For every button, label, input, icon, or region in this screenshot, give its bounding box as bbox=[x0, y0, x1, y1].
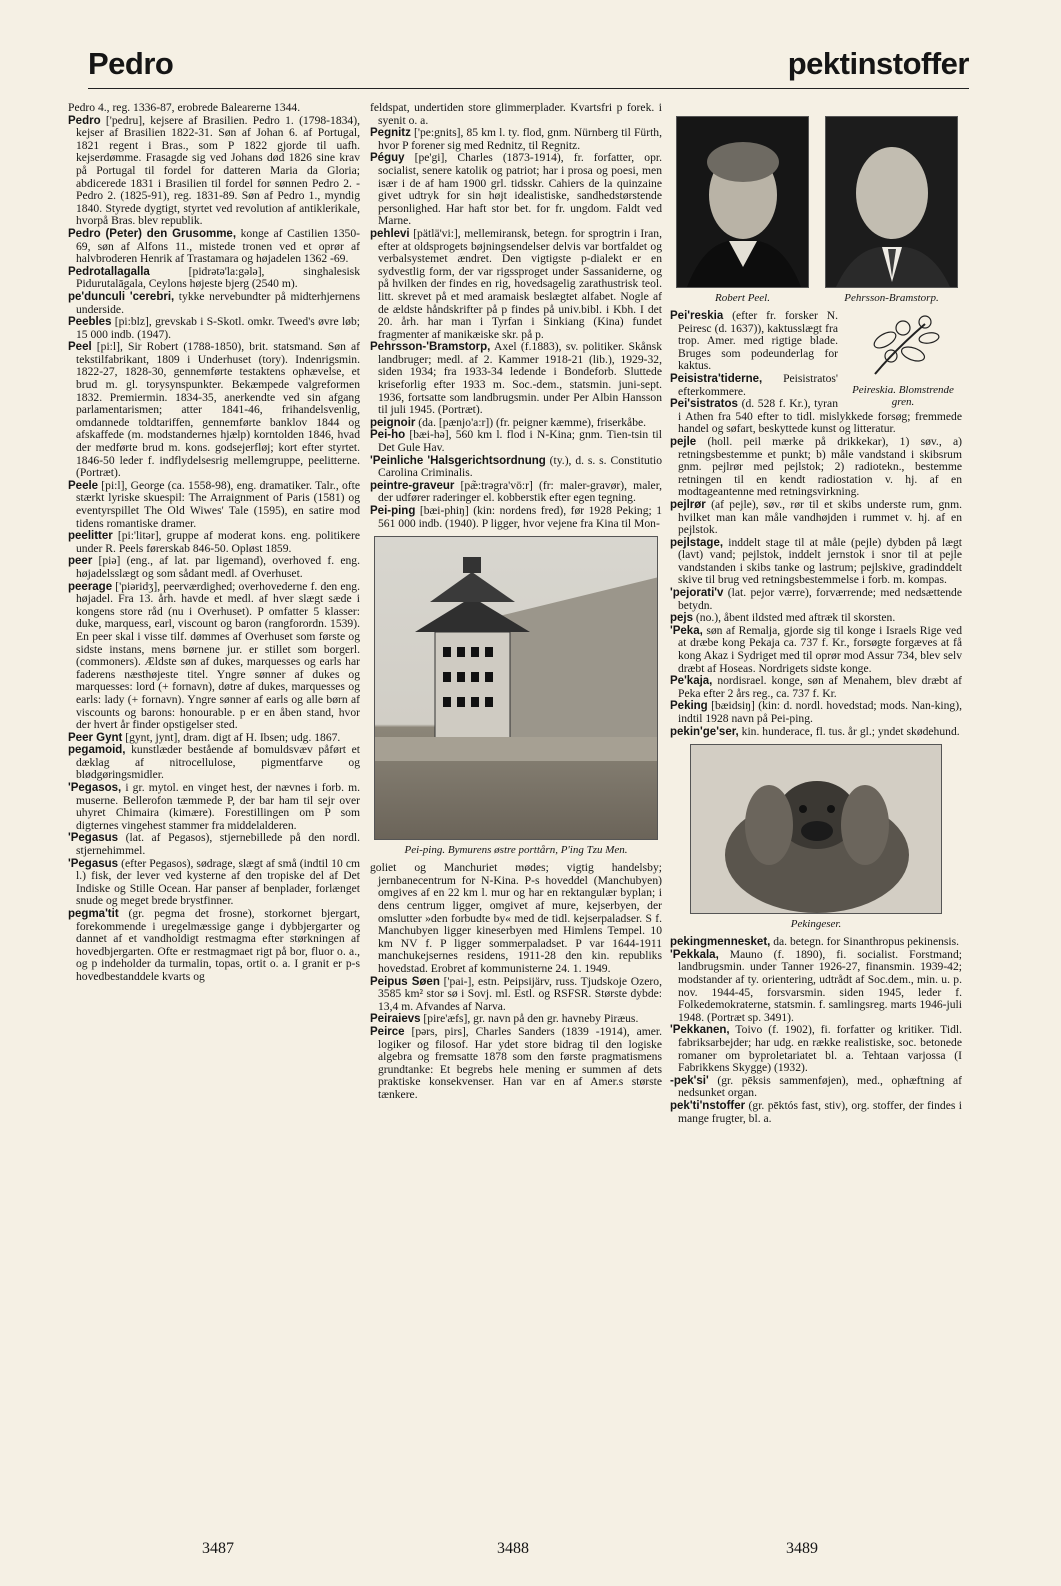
entry-headword: peerage bbox=[68, 580, 113, 593]
entry-text: ['pedru], kejsere af Brasilien. Pedro 1. (1798-1834), kejser af Brasilien 1822-31. Søn af Johan 6. af Portugal, 1821 regent i Bras., som P 1822 gjorde til uafh. kejserdømme. Frasagde sig ved Johans død 1826 sine krav på Portugal til fordel for datteren Maria da Gloria; abdicerede 1831 i Brasilien til fordel for sønnen Pedro 2. - Pedro 2. (1825-91), reg. 1831-89. Søn af Pedro 1., myndig 1840. Styrede dygtigt, styrtet ved revolution af antiklerikale, hvorpå Bras. blev republik. bbox=[76, 113, 360, 228]
dictionary-entry bbox=[68, 341, 360, 480]
entry-text: inddelt stage til at måle (pejle) dybden på lægt (lavt) vand; pejlstok, inddelt jernstok i snor til at pejle vandstanden i skibs tanke og lastrum; pejlskive, gradinddelt skive til brug ved retningsbestemmelse i forb. m. kompas. bbox=[678, 535, 962, 587]
peiping-gate-figure bbox=[370, 536, 662, 856]
dictionary-entry bbox=[370, 455, 662, 480]
entry-text: [pərs, pirs], Charles Sanders (1839 -1914), amer. logiker og filosof. Har ydet store bidrag til den logiske algebra og fremsatte 1878 som den første pragmatismens grundtanke: Et begrebs hele mening er summen af dets praktiske konsekvenser. Han var en af Amer.s største tænkere. bbox=[378, 1024, 662, 1101]
running-head-right: pektinstoffer bbox=[787, 46, 969, 81]
dictionary-entry bbox=[370, 102, 662, 127]
portrait-row bbox=[676, 116, 958, 304]
entry-headword: pek'ti'nstoffer bbox=[670, 1099, 746, 1112]
entry-text: [pi:l], Sir Robert (1788-1850), brit. statsmand. Søn af tekstilfabrikant, 1809 i Underhuset (tory). Indenrigsmin. 1822-27, 1828-30, gennemførte testaktens ophævelse, et brud m. gl. torysynspunkter. Bekæmpede valgreformen 1832. Premiermin. 1834-35, anerkendte ved sin afgang parlamentarismen; atter 1841-46, frihandelsvenlig, omdannede toldtariffen, gennemførte banklov 1844 og afskaffede (m. modstandernes hjælp) korntolden 1846, hvad der medførte brud m. kons. godsejerfløj; kort efter styrtet. 1846-50 leder f. indflydelsesrig mellemgruppe, peelitterne. (Portræt). bbox=[76, 340, 360, 480]
entry-text: Axel (f.1883), sv. politiker. Skånsk landbruger; medl. af 2. Kammer 1918-21 (lib.), 1929-32, siden 1934; fra 1933-34 ledende i Bondeforb. Sluttede kriseforlig efter 1933 m. Soc.-dem., statsmin. juni-sept. 1936, fortsatte som landbrugsmin. under Per Albin Hansson til juli 1945. (Portræt). bbox=[378, 340, 662, 417]
column-3 bbox=[670, 102, 962, 1125]
entry-text: [bæi-hə], 560 km l. flod i N-Kina; gnm. Tien-tsin til Det Gule Hav. bbox=[378, 428, 662, 455]
dictionary-entry bbox=[68, 858, 360, 908]
entry-text: da. betegn. for Sinanthropus pekinensis. bbox=[770, 935, 960, 949]
entry-headword: Peipus Søen bbox=[370, 975, 440, 988]
dictionary-entry bbox=[670, 700, 962, 725]
entry-headword: 'Pekkala, bbox=[670, 948, 719, 961]
entry-headword: Pei'reskia bbox=[670, 310, 724, 322]
column-2-entries-top bbox=[370, 102, 662, 530]
dictionary-entry bbox=[670, 625, 962, 675]
entry-text: goliet og Manchuriet mødes; vigtig handelsby; jernbanecentrum for N-Kina. P-s hoveddel (Manchubyen) omgives af en 22 km l. mur og har en rektangulær byplan; i dens centrum ligger, omgivet af mure, kejserbyen, der omslutter »den forbudte by« med de tidl. kejserpaladser. S f. Manchubyen ligger kineserbyen med Himlens Tempel. 10 km NV f. P ligger sommerpaladset. P var 1644-1911 manchukejsernes residens, 1911-28 den kin. republiks hovedstad. Erobret af kommunisterne 24. 1. 1949. bbox=[370, 861, 662, 975]
entry-text: [pi:blz], grevskab i S-Skotl. omkr. Tweed's øvre løb; 15 000 indb. (1947). bbox=[76, 315, 360, 341]
peiping-caption: Pei-ping. Bymurens østre porttårn, P'ing Tzu Men. bbox=[404, 844, 628, 857]
page-number-2: 3488 bbox=[497, 1540, 529, 1557]
entry-text: (efter Pegasos), sødrage, slægt af små (indtil 10 cm l.) fisk, der lever ved kysterne af den tropiske del af Det Indiske og Stille Ocean. Har panser af benplader, forlænget snude og meget brede brystfinner. bbox=[76, 856, 360, 908]
dictionary-entry bbox=[370, 341, 662, 417]
entry-headword: pehlevi bbox=[370, 227, 410, 240]
dictionary-entry bbox=[670, 726, 962, 739]
entry-text: [pire'æfs], gr. navn på den gr. havneby Piræus. bbox=[420, 1012, 639, 1026]
page-number-3: 3489 bbox=[786, 1540, 818, 1557]
pehrsson-photo bbox=[825, 116, 958, 288]
entry-headword: peintre-graveur bbox=[370, 479, 455, 492]
entry-text: [bæi-phiŋ] (kin: nordens fred), før 1928 Peking; 1 561 000 indb. (1940). P ligger, hvor vejene fra Kina til Mon- bbox=[378, 504, 662, 530]
entry-headword: 'Pegasus bbox=[68, 857, 119, 870]
entry-text: [pidrətə'la:gələ], singhalesisk Pidurutalāgala, Ceylons højeste bjerg (2540 m). bbox=[76, 264, 360, 291]
column-3-entries-bottom bbox=[670, 936, 962, 1125]
dictionary-entry bbox=[370, 480, 662, 505]
entry-text: Mauno (f. 1890), fi. socialist. Forstmand; landbrugsmin. under Tanner 1926-27, finansmin. 1939-42; modstander af ty. orientering, udtrådt af Soc.dem., min. u. p. nov. 1944-45, forsvarsmin. siden 1945, leder f. Folkedemokraterne, statsmin. f. samlingsreg. marts 1946-juli 1948. (Portræt sp. 3491). bbox=[678, 947, 962, 1024]
entry-text: nordisrael. konge, søn af Menahem, blev dræbt af Peka efter 2 års reg., ca. 737 f. Kr. bbox=[678, 674, 962, 700]
column-2 bbox=[370, 102, 662, 1101]
dictionary-entry bbox=[370, 862, 662, 975]
peireskia-drawing bbox=[855, 310, 951, 380]
entry-text: [gynt, jynt], dram. digt af H. Ibsen; udg. 1867. bbox=[122, 730, 341, 744]
entry-headword: pegma'tit bbox=[68, 908, 119, 920]
entry-headword: Peer Gynt bbox=[68, 731, 123, 744]
page-number-1: 3487 bbox=[202, 1540, 234, 1557]
column-2-entries-bottom bbox=[370, 862, 662, 1101]
column-1 bbox=[68, 102, 360, 984]
dictionary-entry bbox=[670, 499, 962, 537]
entry-headword: Peel bbox=[68, 341, 92, 354]
dictionary-entry bbox=[68, 480, 360, 530]
dictionary-entry bbox=[68, 555, 360, 580]
entry-text: feldspat, undertiden store glimmerplader. Kvartsfri p forek. i syenit o. a. bbox=[370, 101, 662, 127]
entry-text: kin. hunderace, fl. tus. år gl.; yndet skødehund. bbox=[738, 724, 960, 738]
entry-text: (af pejle), søv., rør til et skibs underste rum, gnm. hvilket man kan måle vandhøjden i rummet v. hj. af en pejlstok. bbox=[678, 497, 962, 537]
entry-headword: Pegnitz bbox=[370, 127, 411, 140]
entry-text: (d. 528 f. Kr.), tyran i Athen fra 540 efter to tidl. mislykkede forsøg; fremmede handel og søfart, beskyttede kunst og litteratur. bbox=[678, 397, 962, 436]
entry-text: [pe'gi], Charles (1873-1914), fr. forfatter, opr. socialist, senere katolik og patriot; har i prosa og poesi, men især i de af ham 1900 grl. tidsskr. Cahiers de la quinzaine givet udtryk for sin højt idealistiske, sandhedstørstende personlighed. Har haft stor bet. for fr. ungdom. Faldt ved Marne. bbox=[378, 151, 662, 228]
entry-headword: Pei-ping bbox=[370, 505, 416, 517]
entry-text: (ty.), d. s. s. Constitutio Carolina Criminalis. bbox=[378, 453, 662, 480]
entry-headword: 'Peinliche 'Halsgerichtsordnung bbox=[370, 454, 546, 467]
dictionary-entry bbox=[370, 1026, 662, 1102]
entry-text: (holl. peil mærke på drikkekar), 1) søv., a) retningsbestemme et punkt; b) måle vandstand i skibsrum gnm. pejlrør med pejlstok; 2) radiotekn., bestemme retningen til en kendt radiostation v. hj. af en modtageantenne med retningsvirkning. bbox=[678, 434, 962, 499]
entry-text: (lat. af Pegasos), stjernebillede på den nordl. stjernehimmel. bbox=[76, 831, 360, 858]
entry-headword: pegamoid, bbox=[68, 744, 126, 757]
entry-headword: -pek'si' bbox=[670, 1074, 709, 1087]
dictionary-entry bbox=[68, 291, 360, 316]
entry-text: Toivo (f. 1902), fi. forfatter og kritiker. Tidl. fabriksarbejder; har udg. en række realistiske, soc. betonede romaner om byproletariatet bl. a. Tehtaan varjossa (I Fabrikkens Skygge) (1932). bbox=[678, 1023, 962, 1075]
dictionary-entry bbox=[670, 587, 962, 612]
entry-headword: Pehrsson-'Bramstorp, bbox=[370, 341, 491, 354]
entry-text: (no.), åbent ildsted med aftræk til skorsten. bbox=[693, 611, 896, 625]
dictionary-entry bbox=[670, 1024, 962, 1074]
peel-caption: Robert Peel. bbox=[715, 292, 770, 304]
dictionary-entry bbox=[670, 675, 962, 700]
entry-text: søn af Remalja, gjorde sig til konge i Israels Rige ved at dræbe kong Pekaja ca. 737 f. Kr., forsøgte forgæves at få kong Akaz i Sydriget med til oprør mod Assur 734, blev selv dræbt af Hoseas. Nordrigets sidste konge. bbox=[678, 623, 962, 675]
dictionary-entry bbox=[670, 1075, 962, 1100]
dictionary-entry bbox=[68, 316, 360, 341]
entry-headword: peelitter bbox=[68, 530, 113, 543]
page-header bbox=[88, 48, 969, 89]
dictionary-entry bbox=[670, 949, 962, 1025]
entry-text: kunstlæder bestående af bomuldsvæv påført et dæklag af nitrocellulose, pigmentfarve og blødgøringsmidler. bbox=[76, 743, 360, 782]
dictionary-entry bbox=[68, 832, 360, 857]
peireskia-figure bbox=[844, 310, 962, 408]
entry-headword: pejle bbox=[670, 435, 697, 448]
dictionary-entry bbox=[68, 530, 360, 555]
pekingeser-caption: Pekingeser. bbox=[790, 918, 842, 931]
entry-text: (da. [pænjo'a:r]) (fr. peigner kæmme), friserkåbe. bbox=[415, 415, 647, 429]
entry-headword: peer bbox=[68, 555, 93, 568]
entry-text: ['pe:gnits], 85 km l. ty. flod, gnm. Nürnberg til Fürth, hvor P forener sig med Rednitz, til Regnitz. bbox=[378, 126, 662, 152]
entry-text: (efter fr. forsker N. Peiresc (d. 1637)), kaktusslægt fra trop. Amer. med rigtige blade. Bruges som podeunderlag for kaktus. bbox=[678, 309, 838, 373]
dictionary-entry bbox=[68, 581, 360, 732]
pehrsson-caption: Pehrsson-Bramstorp. bbox=[844, 292, 939, 304]
entry-text: (gr. pegma det frosne), storkornet bjergart, forekommende i uregelmæssige gange i dybbjergarter og dannet af et vandholdigt restmagma efter størkningen af hovedbjergarten. Ofte er restmagmaet rigt på bor, fluor o. a., og p indeholder da turmalin, topas, ortit o. a. I granit er p-s hovedbestanddele kvarts og bbox=[76, 907, 360, 983]
dictionary-entry bbox=[68, 744, 360, 782]
entry-headword: Peele bbox=[68, 479, 99, 492]
entry-text: Pedro 4., reg. 1336-87, erobrede Balearerne 1344. bbox=[68, 101, 301, 114]
entry-headword: Peebles bbox=[68, 316, 112, 329]
dictionary-entry bbox=[68, 908, 360, 984]
entry-text: [pätlä'vi:], mellemiransk, betegn. for sprogtrin i Iran, efter at oldsprogets bøjningsendelser delvis var bortfaldet og verbalsystemet ændret. Den vigtigste p-dialekt er en sydvestlig form, der var rigssproget under Sassaniderne, og på hvilken der findes en rig, hovedsagelig zarathustrisk teol. litt. skrevet på et med aramaisk beslægtet alfabet. Nogle af de ældste håndskrifter på p findes på univ.bibl. i Kbh. I det 20. årh. har man i Tyrfan i Sinkiang (Kina) fundet fragmenter af manikæiske skr. på p. bbox=[378, 226, 662, 341]
entry-headword: pekingmennesket, bbox=[670, 936, 771, 949]
dictionary-entry bbox=[370, 429, 662, 454]
entry-headword: Péguy bbox=[370, 152, 405, 165]
entry-text: Peisistratos' efterkommere. bbox=[678, 371, 838, 398]
entry-text: [pi:l], George (ca. 1558-98), eng. dramatiker. Talr., ofte stærkt lyriske skuespil: The Arraignment of Paris (1581) og eventyrspillet The Old Wiwes' Tale (1595), en satire mod tidens romantiske dramer. bbox=[76, 478, 360, 530]
entry-headword: 'Pegasus bbox=[68, 832, 119, 845]
peel-portrait bbox=[676, 116, 809, 304]
entry-headword: pejlstage, bbox=[670, 536, 724, 549]
pekingeser-figure bbox=[670, 744, 962, 930]
entry-headword: Pei-ho bbox=[370, 429, 406, 442]
entry-headword: Peisistra'tiderne, bbox=[670, 372, 763, 385]
entry-headword: pejlrør bbox=[670, 498, 706, 511]
entry-text: [piə] (eng., af lat. par ligemand), overhoved f. eng. højadelsslægt og som sådant medl. af Overhuset. bbox=[76, 554, 360, 580]
entry-headword: Pei'sistratos bbox=[670, 398, 738, 411]
peiping-gate-photo bbox=[374, 536, 658, 840]
entry-text: [pi:'litər], gruppe af moderat kons. eng. politikere under R. Peels førerskab 846-50. Opløst 1859. bbox=[76, 529, 360, 555]
entry-headword: Pedro bbox=[68, 114, 101, 127]
entry-headword: 'Pegasos, bbox=[68, 782, 122, 795]
entry-headword: Pedro (Peter) den Grusomme, bbox=[68, 227, 237, 240]
entry-text: [bæidsiŋ] (kin: d. nordl. hovedstad; mods. Nan-king), indtil 1928 navn på Pei-ping. bbox=[678, 699, 962, 725]
dictionary-entry bbox=[68, 782, 360, 832]
entry-text: (gr. pēksis sammenføjen), med., ophæftning af nedsunket organ. bbox=[678, 1073, 962, 1100]
dictionary-entry bbox=[670, 1100, 962, 1125]
entry-headword: Pedrotallagalla bbox=[68, 265, 150, 278]
entry-headword: 'Peka, bbox=[670, 624, 703, 637]
entry-headword: 'pejorati'v bbox=[670, 587, 724, 600]
entry-text: konge af Castilien 1350-69, søn af Alfons 11., mistede tronen ved et oprør af halvbroderen Henrik af Trastamara og højadelen 1362 -69. bbox=[76, 226, 360, 266]
entry-headword: 'Pekkanen, bbox=[670, 1024, 730, 1037]
dictionary-entry bbox=[670, 436, 962, 499]
peel-photo bbox=[676, 116, 809, 288]
dictionary-entry bbox=[370, 976, 662, 1014]
dictionary-entry bbox=[370, 228, 662, 341]
entry-text: ['pai-], estn. Peipsijärv, russ. Tjudskoje Ozero, 3585 km² stor sø i Sovj. ml. Estl. og RSFSR. Største dybde: 13,4 m. Afvandes af Narva. bbox=[378, 974, 662, 1013]
dictionary-entry bbox=[370, 127, 662, 152]
dictionary-entry bbox=[68, 266, 360, 291]
entry-text: [pæ̃:trəgra'vö:r] (fr: maler-gravør), maler, der udfører raderinger el. kobberstik efter egen tegning. bbox=[378, 478, 662, 505]
entry-text: ['piəridʒ], peerværdighed; overhovederne f. den eng. højadel. Fra 13. årh. havde et medl. af hver slægt sæde i kongens store råd (nu i Overhuset). P omfatter 5 klasser: duke, marquess, earl, viscount og baron (rangforordn. 1539). En peer skal i visse tilf. dømmes af Overhuset som første og sidste instans, mens børnene jur. er stillet som borgerl. (commoners). Ældste søn af dukes, marquesses og earls har faderens næsthøjeste titel. Yngre sønner af dukes og marquesses: lord (+ fornavn), døtre af dukes, marquesses og earls: lady (+ fornavn). Yngre sønner af earls og alle børn af viscounts og barons: honourable. p er en åben stand, hvor der hvert år finder opstigelser sted. bbox=[76, 579, 360, 732]
entry-headword: Peirce bbox=[370, 1025, 405, 1038]
dictionary-entry bbox=[68, 228, 360, 266]
dictionary-entry bbox=[370, 505, 662, 530]
pekingeser-photo bbox=[690, 744, 942, 914]
dictionary-entry bbox=[670, 537, 962, 587]
entry-headword: pekin'ge'ser, bbox=[670, 725, 739, 738]
entry-headword: Peking bbox=[670, 700, 708, 713]
entry-headword: pe'dunculi 'cerebri, bbox=[68, 290, 175, 303]
entry-headword: Pe'kaja, bbox=[670, 675, 713, 688]
entry-text: tykke nervebundter på midterhjernens underside. bbox=[76, 289, 360, 316]
peireskia-caption: Peireskia. Blomstrende gren. bbox=[852, 384, 954, 408]
entry-headword: peignoir bbox=[370, 416, 416, 429]
entry-text: i gr. mytol. en vinget hest, der nævnes i forb. m. muserne. Bellerofon tæmmede P, der bar ham til sejr over uhyret Chimaira (kimære). Forestillingen om P som digternes vingehest stammer fra middelalderen. bbox=[76, 781, 360, 832]
dictionary-entry bbox=[68, 115, 360, 228]
dictionary-entry bbox=[370, 152, 662, 228]
entry-text: (gr. pēktós fast, stiv), org. stoffer, der findes i mange frugter, bl. a. bbox=[678, 1098, 962, 1125]
entry-headword: Peiraievs bbox=[370, 1013, 421, 1026]
entry-text: (lat. pejor værre), forværrende; med nedsættende betydn. bbox=[678, 586, 962, 612]
pehrsson-portrait bbox=[825, 116, 958, 304]
entry-headword: pejs bbox=[670, 612, 694, 625]
running-head-left: Pedro bbox=[88, 46, 174, 81]
